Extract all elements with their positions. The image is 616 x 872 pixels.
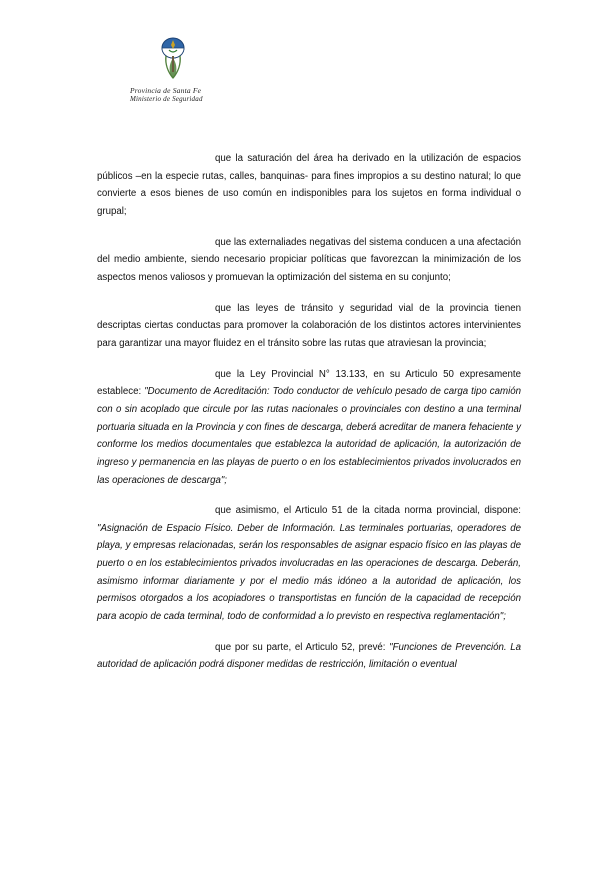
paragraph-5 — [97, 502, 521, 626]
letterhead-ministry: Ministerio de Seguridad — [130, 95, 203, 104]
letterhead-province: Provincia de Santa Fe — [130, 86, 202, 95]
santa-fe-coat-of-arms-icon — [156, 34, 190, 80]
document-body — [97, 150, 521, 674]
paragraph-2: que las externaliades negativas del sistema conducen a una afectación del medio ambiente, siendo necesario propiciar políticas que favorezcan la minimización de los aspectos menos valiosos y promuevan la optimización del sistema en su conjunto; — [97, 236, 521, 283]
paragraph-6-lead: que por su parte, el Articulo 52, prevé: — [215, 641, 390, 653]
paragraph-5-lead: que asimismo, el Articulo 51 de la citada norma provincial, dispone: — [215, 505, 521, 517]
paragraph-5-quote: "Asignación de Espacio Físico. Deber de Información. Las terminales portuarias, operadores de playa, y empresas relacionadas, serán los responsables de asignar espacio físico en las playas de puerto o en los establecimientos privados involucradas en las operaciones de descarga. Deberán, asimismo informar diariamente y por el medio más idóneo a la autoridad de aplicación, los permisos otorgados a los acopiadores o transportistas en función de la capacidad de recepción para acopio de cada terminal, todo de conformidad a lo previsto en respectiva reglamentación"; — [97, 522, 521, 623]
paragraph-4 — [97, 366, 521, 490]
paragraph-6-quote: "Funciones de Prevención. La autoridad de aplicación podrá disponer medidas de restricción, limitación o eventual — [97, 641, 521, 671]
paragraph-3: que las leyes de tránsito y seguridad vial de la provincia tienen descriptas ciertas conductas para promover la colaboración de los distintos actores intervinientes para garantizar una mayor fluidez en el tránsito sobre las rutas que atraviesan la provincia; — [97, 302, 521, 349]
paragraph-4-lead: que la Ley Provincial N° 13.133, en su Articulo 50 expresamente establece: — [97, 368, 521, 398]
paragraph-4-quote: "Documento de Acreditación: Todo conductor de vehículo pesado de carga tipo camión con o sin acoplado que circule por las rutas nacionales o provinciales con destino a una terminal portuaria situada en la Provincia y con fines de descarga, deberá acreditar de manera fehaciente y conforme los medios documentales que establezca la autoridad de aplicación, la autorización de ingreso y permanencia en las playas de puerto o en los establecimientos privados involucrados en las operaciones de descarga"; — [97, 386, 522, 486]
letterhead — [124, 34, 304, 104]
paragraph-6 — [97, 639, 521, 674]
paragraph-1: que la saturación del área ha derivado en la utilización de espacios públicos –en la especie rutas, calles, banquinas- para fines impropios a su destino natural; lo que convierte a esos bienes de uso común en indisponibles para los sujetos en forma individual o grupal; — [97, 153, 521, 217]
